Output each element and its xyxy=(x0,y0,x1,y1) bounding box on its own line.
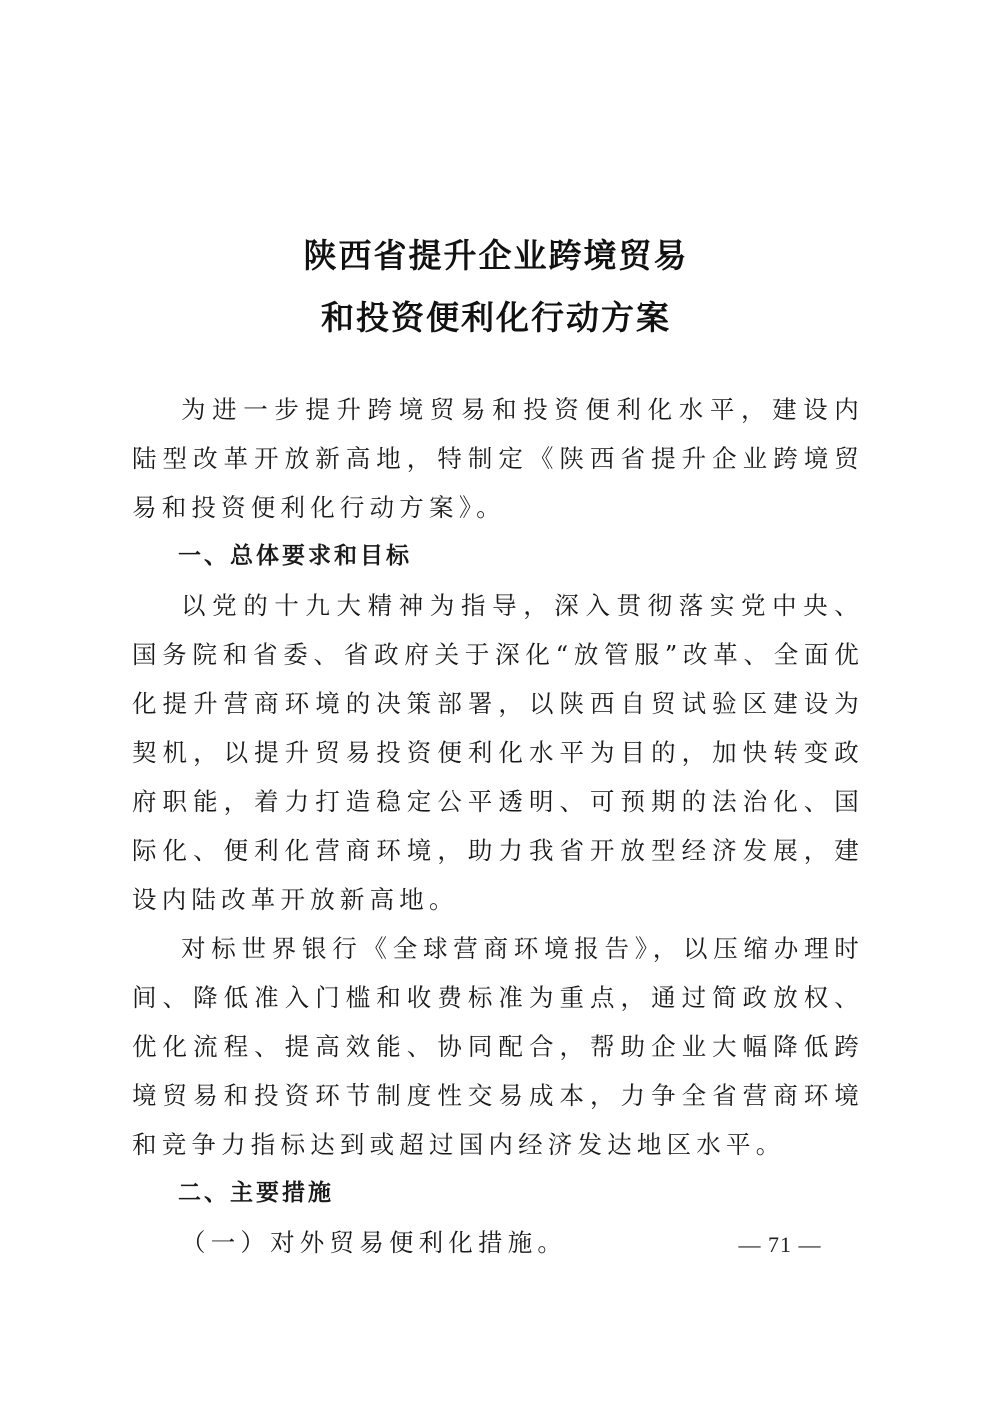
section2-subheading1: （一）对外贸易便利化措施。 xyxy=(181,1228,568,1257)
document-body xyxy=(132,385,864,1267)
section1-paragraph2: 对标世界银行《全球营商环境报告》，以压缩办理时间、降低准入门槛和收费标准为重点，通过简政放权、优化流程、提高效能、协同配合，帮助企业大幅降低跨境贸易和投资环节制度性交易成本，力争全省营商环境和竞争力指标达到或超过国内经济发达地区水平。 xyxy=(132,934,864,1159)
section1-paragraph1: 以党的十九大精神为指导，深入贯彻落实党中央、国务院和省委、省政府关于深化“放管服”改革、全面优化提升营商环境的决策部署，以陕西自贸试验区建设为契机，以提升贸易投资便利化水平为目的，加快转变政府职能，着力打造稳定公平透明、可预期的法治化、国际化、便利化营商环境，助力我省开放型经济发展，建设内陆改革开放新高地。 xyxy=(132,591,864,914)
page-number: — 71 — xyxy=(738,1232,822,1257)
document-title-line2: 和投资便利化行动方案 xyxy=(321,298,671,337)
document-title-line1: 陕西省提升企业跨境贸易 xyxy=(303,236,689,275)
section2-heading: 二、主要措施 xyxy=(178,1180,334,1206)
intro-paragraph: 为进一步提升跨境贸易和投资便利化水平，建设内陆型改革开放新高地，特制定《陕西省提升企业跨境贸易和投资便利化行动方案》。 xyxy=(132,395,864,522)
section1-heading: 一、总体要求和目标 xyxy=(178,543,412,569)
